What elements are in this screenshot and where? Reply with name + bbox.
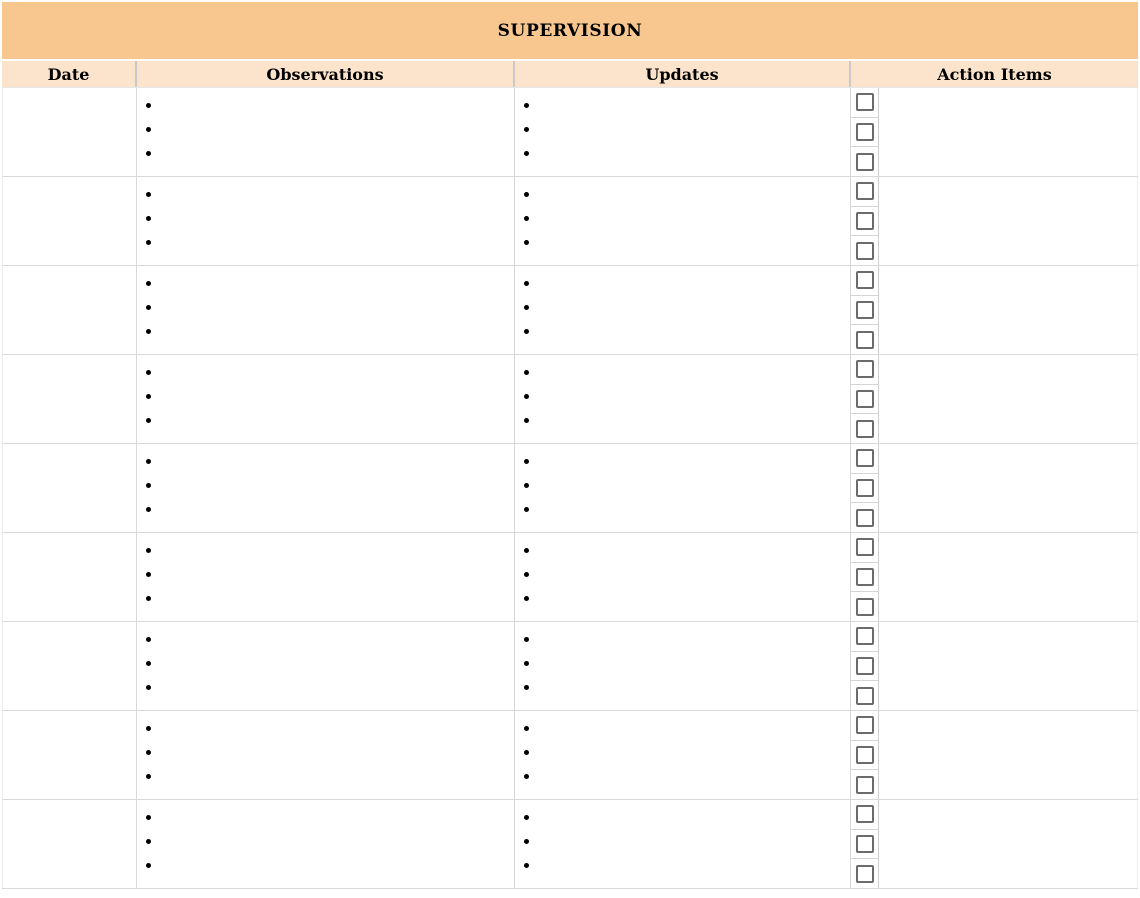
checkbox-cell: [851, 444, 878, 474]
bullet-icon: [524, 507, 529, 512]
bullet-icon: [524, 151, 529, 156]
bullet-item: [137, 319, 514, 343]
bullet-item: [137, 829, 514, 853]
checkbox[interactable]: [856, 212, 874, 230]
bullet-icon: [146, 637, 151, 642]
bullet-icon: [146, 596, 151, 601]
bullet-item: [137, 230, 514, 254]
observations-cell[interactable]: [137, 177, 515, 265]
bullet-icon: [524, 127, 529, 132]
table-row: [2, 177, 1138, 266]
bullet-item: [515, 117, 850, 141]
action-items-cell[interactable]: [851, 800, 1138, 888]
checkbox-cell: [851, 622, 878, 652]
checkbox[interactable]: [856, 657, 874, 675]
supervision-table: [2, 2, 1138, 889]
observations-cell[interactable]: [137, 266, 515, 354]
checkbox-stack: [851, 355, 879, 443]
checkbox-stack: [851, 88, 879, 176]
checkbox-stack: [851, 177, 879, 265]
action-items-cell[interactable]: [851, 622, 1138, 710]
bullet-item: [515, 360, 850, 384]
bullet-icon: [524, 305, 529, 310]
date-cell[interactable]: [2, 622, 137, 710]
checkbox[interactable]: [856, 598, 874, 616]
bullet-item: [515, 562, 850, 586]
bullet-icon: [146, 329, 151, 334]
updates-cell[interactable]: [515, 622, 851, 710]
date-cell[interactable]: [2, 88, 137, 176]
bullet-item: [515, 675, 850, 699]
bullet-item: [137, 675, 514, 699]
bullet-icon: [146, 483, 151, 488]
bullet-item: [515, 473, 850, 497]
table-row: [2, 711, 1138, 800]
date-cell[interactable]: [2, 355, 137, 443]
observations-cell[interactable]: [137, 444, 515, 532]
action-items-cell[interactable]: [851, 711, 1138, 799]
action-items-cell[interactable]: [851, 533, 1138, 621]
bullet-item: [137, 562, 514, 586]
bullet-item: [137, 497, 514, 521]
bullet-icon: [524, 459, 529, 464]
checkbox-cell: [851, 385, 878, 415]
bullet-icon: [146, 281, 151, 286]
table-row: [2, 533, 1138, 622]
bullet-item: [137, 206, 514, 230]
bullet-icon: [524, 572, 529, 577]
date-cell[interactable]: [2, 800, 137, 888]
updates-cell[interactable]: [515, 711, 851, 799]
checkbox-cell: [851, 533, 878, 563]
checkbox-cell: [851, 652, 878, 682]
checkbox[interactable]: [856, 360, 874, 378]
bullet-item: [137, 449, 514, 473]
bullet-item: [137, 586, 514, 610]
bullet-item: [137, 740, 514, 764]
checkbox[interactable]: [856, 627, 874, 645]
bullet-icon: [146, 394, 151, 399]
bullet-item: [515, 805, 850, 829]
bullet-item: [515, 230, 850, 254]
bullet-icon: [146, 863, 151, 868]
checkbox-cell: [851, 800, 878, 830]
bullet-item: [515, 764, 850, 788]
bullet-item: [515, 716, 850, 740]
checkbox[interactable]: [856, 776, 874, 794]
checkbox-cell: [851, 770, 878, 799]
bullet-icon: [524, 596, 529, 601]
observations-cell[interactable]: [137, 88, 515, 176]
checkbox-cell: [851, 296, 878, 326]
bullet-item: [137, 716, 514, 740]
checkbox[interactable]: [856, 835, 874, 853]
bullet-item: [137, 853, 514, 877]
bullet-item: [137, 805, 514, 829]
bullet-icon: [524, 774, 529, 779]
table-row: [2, 88, 1138, 177]
checkbox-stack: [851, 622, 879, 710]
observations-cell[interactable]: [137, 622, 515, 710]
checkbox-cell: [851, 830, 878, 860]
bullet-item: [515, 93, 850, 117]
updates-cell[interactable]: [515, 444, 851, 532]
table-body: [2, 88, 1138, 889]
action-items-cell[interactable]: [851, 355, 1138, 443]
date-cell[interactable]: [2, 711, 137, 799]
checkbox[interactable]: [856, 123, 874, 141]
bullet-item: [137, 295, 514, 319]
checkbox[interactable]: [856, 687, 874, 705]
checkbox[interactable]: [856, 390, 874, 408]
bullet-icon: [146, 370, 151, 375]
observations-cell[interactable]: [137, 800, 515, 888]
bullet-item: [137, 651, 514, 675]
action-items-cell[interactable]: [851, 88, 1138, 176]
bullet-icon: [146, 192, 151, 197]
bullet-icon: [524, 685, 529, 690]
action-items-cell[interactable]: [851, 177, 1138, 265]
bullet-item: [515, 408, 850, 432]
updates-cell[interactable]: [515, 266, 851, 354]
checkbox-cell: [851, 325, 878, 354]
bullet-item: [515, 497, 850, 521]
bullet-icon: [146, 103, 151, 108]
bullet-icon: [146, 240, 151, 245]
table-row: [2, 800, 1138, 889]
checkbox[interactable]: [856, 182, 874, 200]
bullet-icon: [146, 548, 151, 553]
bullet-icon: [146, 685, 151, 690]
bullet-icon: [146, 726, 151, 731]
bullet-icon: [524, 370, 529, 375]
bullet-icon: [146, 750, 151, 755]
bullet-item: [137, 408, 514, 432]
bullet-item: [137, 182, 514, 206]
checkbox[interactable]: [856, 509, 874, 527]
bullet-icon: [146, 839, 151, 844]
bullet-icon: [524, 661, 529, 666]
bullet-icon: [524, 726, 529, 731]
bullet-item: [515, 829, 850, 853]
action-items-cell[interactable]: [851, 266, 1138, 354]
table-title: SUPERVISION: [2, 2, 1138, 61]
checkbox-stack: [851, 444, 879, 532]
bullet-icon: [524, 329, 529, 334]
bullet-item: [137, 473, 514, 497]
bullet-item: [137, 538, 514, 562]
checkbox-cell: [851, 681, 878, 710]
bullet-icon: [524, 281, 529, 286]
bullet-icon: [146, 151, 151, 156]
bullet-icon: [524, 750, 529, 755]
bullet-icon: [146, 305, 151, 310]
checkbox[interactable]: [856, 271, 874, 289]
updates-cell[interactable]: [515, 355, 851, 443]
bullet-item: [137, 360, 514, 384]
checkbox-cell: [851, 414, 878, 443]
checkbox-cell: [851, 474, 878, 504]
updates-cell[interactable]: [515, 177, 851, 265]
bullet-item: [515, 627, 850, 651]
checkbox-cell: [851, 859, 878, 888]
date-cell[interactable]: [2, 444, 137, 532]
checkbox[interactable]: [856, 449, 874, 467]
checkbox-cell: [851, 177, 878, 207]
checkbox[interactable]: [856, 331, 874, 349]
observations-cell[interactable]: [137, 355, 515, 443]
bullet-item: [137, 117, 514, 141]
bullet-icon: [524, 863, 529, 868]
bullet-icon: [524, 103, 529, 108]
bullet-icon: [524, 637, 529, 642]
checkbox-cell: [851, 711, 878, 741]
checkbox[interactable]: [856, 420, 874, 438]
checkbox-cell: [851, 355, 878, 385]
updates-cell[interactable]: [515, 88, 851, 176]
column-header-observations: Observations: [137, 61, 515, 87]
observations-cell[interactable]: [137, 711, 515, 799]
checkbox-cell: [851, 563, 878, 593]
checkbox-cell: [851, 118, 878, 148]
checkbox-cell: [851, 592, 878, 621]
checkbox-stack: [851, 711, 879, 799]
bullet-item: [515, 141, 850, 165]
checkbox[interactable]: [856, 568, 874, 586]
column-header-updates: Updates: [515, 61, 851, 87]
bullet-icon: [524, 548, 529, 553]
checkbox[interactable]: [856, 538, 874, 556]
checkbox-stack: [851, 533, 879, 621]
bullet-icon: [146, 216, 151, 221]
table-row: [2, 444, 1138, 533]
bullet-item: [515, 853, 850, 877]
table-row: [2, 355, 1138, 444]
checkbox-cell: [851, 266, 878, 296]
checkbox-cell: [851, 503, 878, 532]
checkbox[interactable]: [856, 716, 874, 734]
bullet-item: [137, 764, 514, 788]
bullet-item: [515, 586, 850, 610]
bullet-item: [137, 384, 514, 408]
observations-cell[interactable]: [137, 533, 515, 621]
bullet-icon: [146, 572, 151, 577]
bullet-icon: [146, 507, 151, 512]
bullet-icon: [146, 661, 151, 666]
bullet-item: [137, 627, 514, 651]
table-header-row: [2, 61, 1138, 88]
table-row: [2, 266, 1138, 355]
bullet-item: [137, 93, 514, 117]
checkbox[interactable]: [856, 479, 874, 497]
bullet-icon: [524, 394, 529, 399]
bullet-item: [515, 206, 850, 230]
checkbox[interactable]: [856, 153, 874, 171]
checkbox[interactable]: [856, 93, 874, 111]
bullet-icon: [524, 216, 529, 221]
bullet-icon: [146, 459, 151, 464]
bullet-item: [515, 384, 850, 408]
checkbox-cell: [851, 147, 878, 176]
checkbox[interactable]: [856, 865, 874, 883]
bullet-icon: [146, 815, 151, 820]
checkbox[interactable]: [856, 301, 874, 319]
bullet-item: [137, 141, 514, 165]
checkbox-cell: [851, 207, 878, 237]
bullet-icon: [524, 815, 529, 820]
checkbox-stack: [851, 800, 879, 888]
bullet-item: [515, 182, 850, 206]
bullet-item: [515, 271, 850, 295]
bullet-icon: [524, 240, 529, 245]
column-header-action-items: Action Items: [851, 61, 1138, 87]
bullet-icon: [524, 483, 529, 488]
bullet-item: [515, 538, 850, 562]
bullet-item: [515, 449, 850, 473]
bullet-item: [137, 271, 514, 295]
date-cell[interactable]: [2, 177, 137, 265]
table-row: [2, 622, 1138, 711]
updates-cell[interactable]: [515, 800, 851, 888]
bullet-icon: [146, 127, 151, 132]
date-cell[interactable]: [2, 533, 137, 621]
checkbox-stack: [851, 266, 879, 354]
checkbox[interactable]: [856, 242, 874, 260]
date-cell[interactable]: [2, 266, 137, 354]
bullet-icon: [524, 192, 529, 197]
bullet-item: [515, 319, 850, 343]
updates-cell[interactable]: [515, 533, 851, 621]
bullet-item: [515, 651, 850, 675]
checkbox[interactable]: [856, 805, 874, 823]
checkbox-cell: [851, 741, 878, 771]
checkbox-cell: [851, 88, 878, 118]
checkbox[interactable]: [856, 746, 874, 764]
bullet-icon: [146, 418, 151, 423]
bullet-icon: [524, 839, 529, 844]
column-header-date: Date: [2, 61, 137, 87]
checkbox-cell: [851, 236, 878, 265]
bullet-icon: [524, 418, 529, 423]
bullet-item: [515, 740, 850, 764]
bullet-item: [515, 295, 850, 319]
action-items-cell[interactable]: [851, 444, 1138, 532]
bullet-icon: [146, 774, 151, 779]
